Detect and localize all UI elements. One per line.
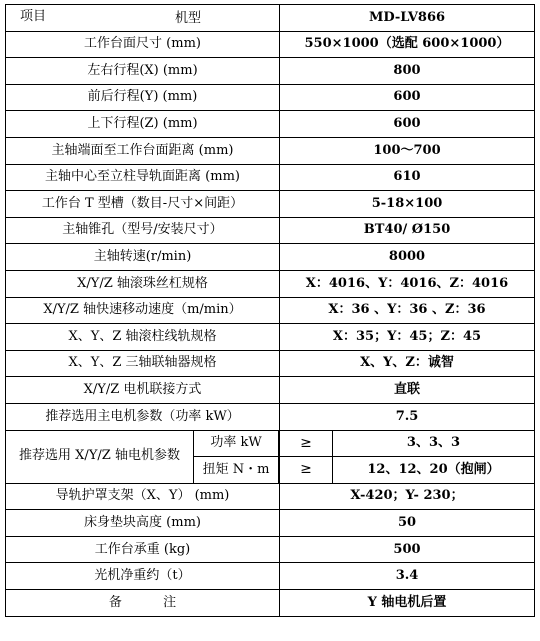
row-value: X：36 、Y：36 、Z：36 (280, 297, 535, 324)
row-value: 5-18×100 (280, 191, 535, 218)
model-value: MD-LV866 (280, 5, 535, 32)
table-row (6, 58, 535, 85)
table-row (6, 510, 535, 537)
motor-torque-value: 12、12、20（抱闸） (367, 461, 500, 477)
motor-torque-value-cell (280, 457, 535, 484)
row-value: 500 (280, 536, 535, 563)
header-row (6, 5, 535, 32)
row-value: 50 (280, 510, 535, 537)
table-row (6, 217, 535, 244)
row-value: X：4016、Y：4016、Z：4016 (280, 270, 535, 297)
row-label: 主轴转速(r/min) (6, 244, 280, 271)
row-value: 100〜700 (280, 137, 535, 164)
row-value: 直联 (280, 377, 535, 404)
motor-sub-cell (194, 430, 280, 457)
spec-table (5, 4, 535, 617)
model-header-label: 机型 (174, 11, 201, 26)
motor-torque-value-inner (280, 457, 534, 483)
row-label: 左右行程(X) (mm) (6, 58, 280, 85)
table-row (6, 350, 535, 377)
row-label: X/Y/Z 轴滚珠丝杠规格 (6, 270, 280, 297)
motor-power-inner (194, 431, 279, 457)
row-label: 工作台承重 (kg) (6, 536, 280, 563)
row-value: X：35；Y：45；Z：45 (280, 324, 535, 351)
row-label: 上下行程(Z) (mm) (6, 111, 280, 138)
table-row (6, 164, 535, 191)
row-label: 床身垫块高度 (mm) (6, 510, 280, 537)
row-label: 主轴端面至工作台面距离 (mm) (6, 137, 280, 164)
table-row (6, 297, 535, 324)
row-label: X、Y、Z 三轴联轴器规格 (6, 350, 280, 377)
row-value: 600 (280, 111, 535, 138)
table-row (6, 137, 535, 164)
table-row (6, 84, 535, 111)
row-label: 主轴锥孔（型号/安装尺寸） (6, 217, 280, 244)
row-value: 610 (280, 164, 535, 191)
table-row (6, 403, 535, 430)
row-label: 推荐选用主电机参数（功率 kW） (6, 403, 280, 430)
row-value: 800 (280, 58, 535, 85)
table-row (6, 536, 535, 563)
row-value: 8000 (280, 244, 535, 271)
motor-power-value-inner (280, 431, 534, 457)
motor-power-value: 3、3、3 (406, 435, 461, 451)
header-cell (6, 5, 280, 32)
row-value: 7.5 (280, 403, 535, 430)
table-row (6, 270, 535, 297)
row-value: 600 (280, 84, 535, 111)
motor-power-value-cell (280, 430, 535, 457)
table-row (6, 31, 535, 58)
row-label: 光机净重约（t） (6, 563, 280, 590)
row-label: 工作台面尺寸 (mm) (6, 31, 280, 58)
row-label: 导轨护罩支架（X、Y） (mm) (6, 483, 280, 510)
motor-power-label: 功率 kW (194, 431, 279, 457)
motor-torque-inner (194, 457, 279, 483)
table-row (6, 111, 535, 138)
table-row (6, 377, 535, 404)
row-label: 前后行程(Y) (mm) (6, 84, 280, 111)
note-row (6, 590, 535, 617)
row-label: 工作台 T 型槽（数目-尺寸×间距） (6, 191, 280, 218)
motor-row-power (6, 430, 535, 457)
row-value: 3.4 (280, 563, 535, 590)
row-label: X、Y、Z 轴滚柱线轨规格 (6, 324, 280, 351)
row-label: X/Y/Z 电机联接方式 (6, 377, 280, 404)
motor-torque-op: ≥ (280, 457, 333, 483)
note-value: Y 轴电机后置 (280, 590, 535, 617)
row-value: 550×1000（选配 600×1000） (280, 31, 535, 58)
table-row (6, 563, 535, 590)
item-header-label: 项目 (20, 9, 47, 25)
row-label: X/Y/Z 轴快速移动速度（m/min） (6, 297, 280, 324)
table-row (6, 483, 535, 510)
motor-torque-label: 扭矩 N・m (194, 457, 279, 483)
motor-power-op: ≥ (280, 431, 333, 457)
row-value: X-420；Y- 230； (280, 483, 535, 510)
table-row (6, 244, 535, 271)
table-row (6, 324, 535, 351)
row-value: X、Y、Z：诚智 (280, 350, 535, 377)
motor-label: 推荐选用 X/Y/Z 轴电机参数 (6, 430, 194, 483)
note-label: 备 注 (6, 590, 280, 617)
row-value: BT40/ Ø150 (280, 217, 535, 244)
table-row (6, 191, 535, 218)
motor-sub-cell (194, 457, 280, 484)
row-label: 主轴中心至立柱导轨面距离 (mm) (6, 164, 280, 191)
